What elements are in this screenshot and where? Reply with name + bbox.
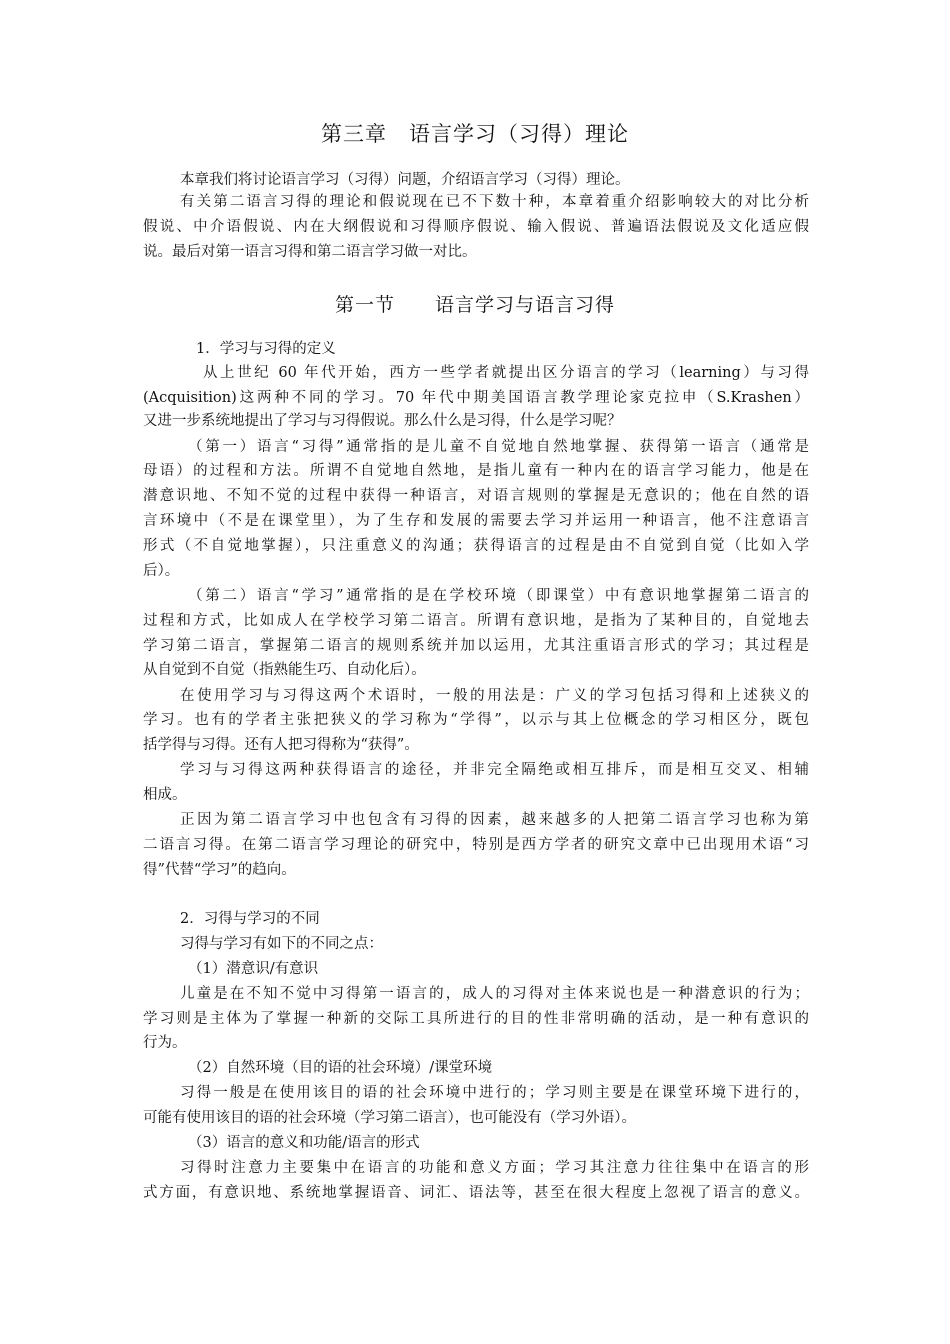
paragraph-line: 言环境中（不是在课堂里），为了生存和发展的需要去学习并运用一种语言，他不注意语言 bbox=[143, 513, 809, 529]
paragraph-line: 行为。 bbox=[143, 1035, 187, 1051]
item-heading: （3）语言的意义和功能/语言的形式 bbox=[188, 1135, 420, 1151]
paragraph-line: （第一）语言“习得”通常指的是儿童不自觉地自然地掌握、获得第一语言（通常是 bbox=[188, 439, 809, 455]
paragraph-line: 正因为第二语言学习中也包含有习得的因素，越来越多的人把第二语言学习也称为第 bbox=[180, 812, 809, 828]
paragraph-line: 潜意识地、不知不觉的过程中获得一种语言，对语言规则的掌握是无意识的；他在自然的语 bbox=[143, 488, 809, 504]
paragraph-line: 得”代替“学习”的趋向。 bbox=[143, 862, 296, 878]
paragraph-line: 又进一步系统地提出了学习与习得假说。那么什么是习得，什么是学习呢？ bbox=[143, 413, 622, 429]
paragraph-line: 习得时注意力主要集中在语言的功能和意义方面；学习其注意力往往集中在语言的形 bbox=[180, 1160, 809, 1176]
paragraph-line: 母语）的过程和方法。所谓不自觉地自然地，是指儿童有一种内在的语言学习能力，他是在 bbox=[143, 463, 809, 479]
paragraph-line: 可能有使用该目的语的社会环境（学习第二语言），也可能没有（学习外语）。 bbox=[143, 1110, 636, 1126]
paragraph-line: 二语言习得。在第二语言学习理论的研究中，特别是西方学者的研究文章中已出现用术语“习 bbox=[143, 837, 809, 853]
paragraph-line: 相成。 bbox=[143, 787, 187, 803]
subheading: 1．学习与习得的定义 bbox=[196, 341, 336, 357]
intro-line: 本章我们将讨论语言学习（习得）问题，介绍语言学习（习得）理论。 bbox=[180, 172, 630, 188]
paragraph-line: 式方面，有意识地、系统地掌握语音、词汇、语法等，甚至在很大程度上忽视了语言的意义。 bbox=[143, 1185, 809, 1201]
intro-line: 说。最后对第一语言习得和第二语言学习做一对比。 bbox=[143, 244, 477, 260]
paragraph-line: 学习则是主体为了掌握一种新的交际工具所进行的目的性非常明确的活动，是一种有意识的 bbox=[143, 1011, 809, 1027]
paragraph-line: 在使用学习与习得这两个术语时，一般的用法是：广义的学习包括习得和上述狭义的 bbox=[180, 688, 809, 704]
paragraph-line: 学习第二语言，掌握第二语言的规则系统并加以运用，尤其注重语言形式的学习；其过程是 bbox=[143, 638, 809, 654]
paragraph-line: 从上世纪 60 年代开始，西方一些学者就提出区分语言的学习（learning）与习得 bbox=[203, 365, 809, 381]
subheading: 2．习得与学习的不同 bbox=[180, 911, 320, 927]
intro-line: 有关第二语言习得的理论和假说现在已不下数十种，本章着重介绍影响较大的对比分析 bbox=[180, 194, 809, 210]
paragraph-line: (Acquisition)这两种不同的学习。70 年代中期美国语言教学理论家克拉申（S.Krashen） bbox=[143, 390, 809, 406]
paragraph-line: 习得一般是在使用该目的语的社会环境中进行的；学习则主要是在课堂环境下进行的， bbox=[180, 1085, 809, 1101]
paragraph-line: （第二）语言“学习”通常指的是在学校环境（即课堂）中有意识地掌握第二语言的 bbox=[188, 588, 809, 604]
item-heading: （1）潜意识/有意识 bbox=[188, 961, 319, 977]
section-title: 第一节 语言学习与语言习得 bbox=[334, 294, 615, 316]
paragraph-line: 从自觉到不自觉（指熟能生巧、自动化后）。 bbox=[143, 662, 426, 678]
paragraph-line: 习得与学习有如下的不同之点： bbox=[180, 936, 383, 952]
paragraph-line: 过程和方式，比如成人在学校学习第二语言。所谓有意识地，是指为了某种目的，自觉地去 bbox=[143, 613, 809, 629]
paragraph-line: 学习。也有的学者主张把狭义的学习称为“学得”，以示与其上位概念的学习相区分，既包 bbox=[143, 712, 809, 728]
paragraph-line: 括学得与习得。还有人把习得称为“获得”。 bbox=[143, 737, 419, 753]
item-heading: （2）自然环境（目的语的社会环境）/课堂环境 bbox=[188, 1060, 493, 1076]
intro-line: 假说、中介语假说、内在大纲假说和习得顺序假说、输入假说、普遍语法假说及文化适应假 bbox=[143, 219, 809, 235]
paragraph-line: 学习与习得这两种获得语言的途径，并非完全隔绝或相互排斥，而是相互交叉、相辅 bbox=[180, 762, 809, 778]
paragraph-line: 形式（不自觉地掌握），只注重意义的沟通；获得语言的过程是由不自觉到自觉（比如入学 bbox=[143, 538, 809, 554]
paragraph-line: 儿童是在不知不觉中习得第一语言的，成人的习得对主体来说也是一种潜意识的行为； bbox=[180, 986, 809, 1002]
paragraph-line: 后）。 bbox=[143, 563, 180, 579]
chapter-title: 第三章 语言学习（习得）理论 bbox=[321, 122, 629, 146]
